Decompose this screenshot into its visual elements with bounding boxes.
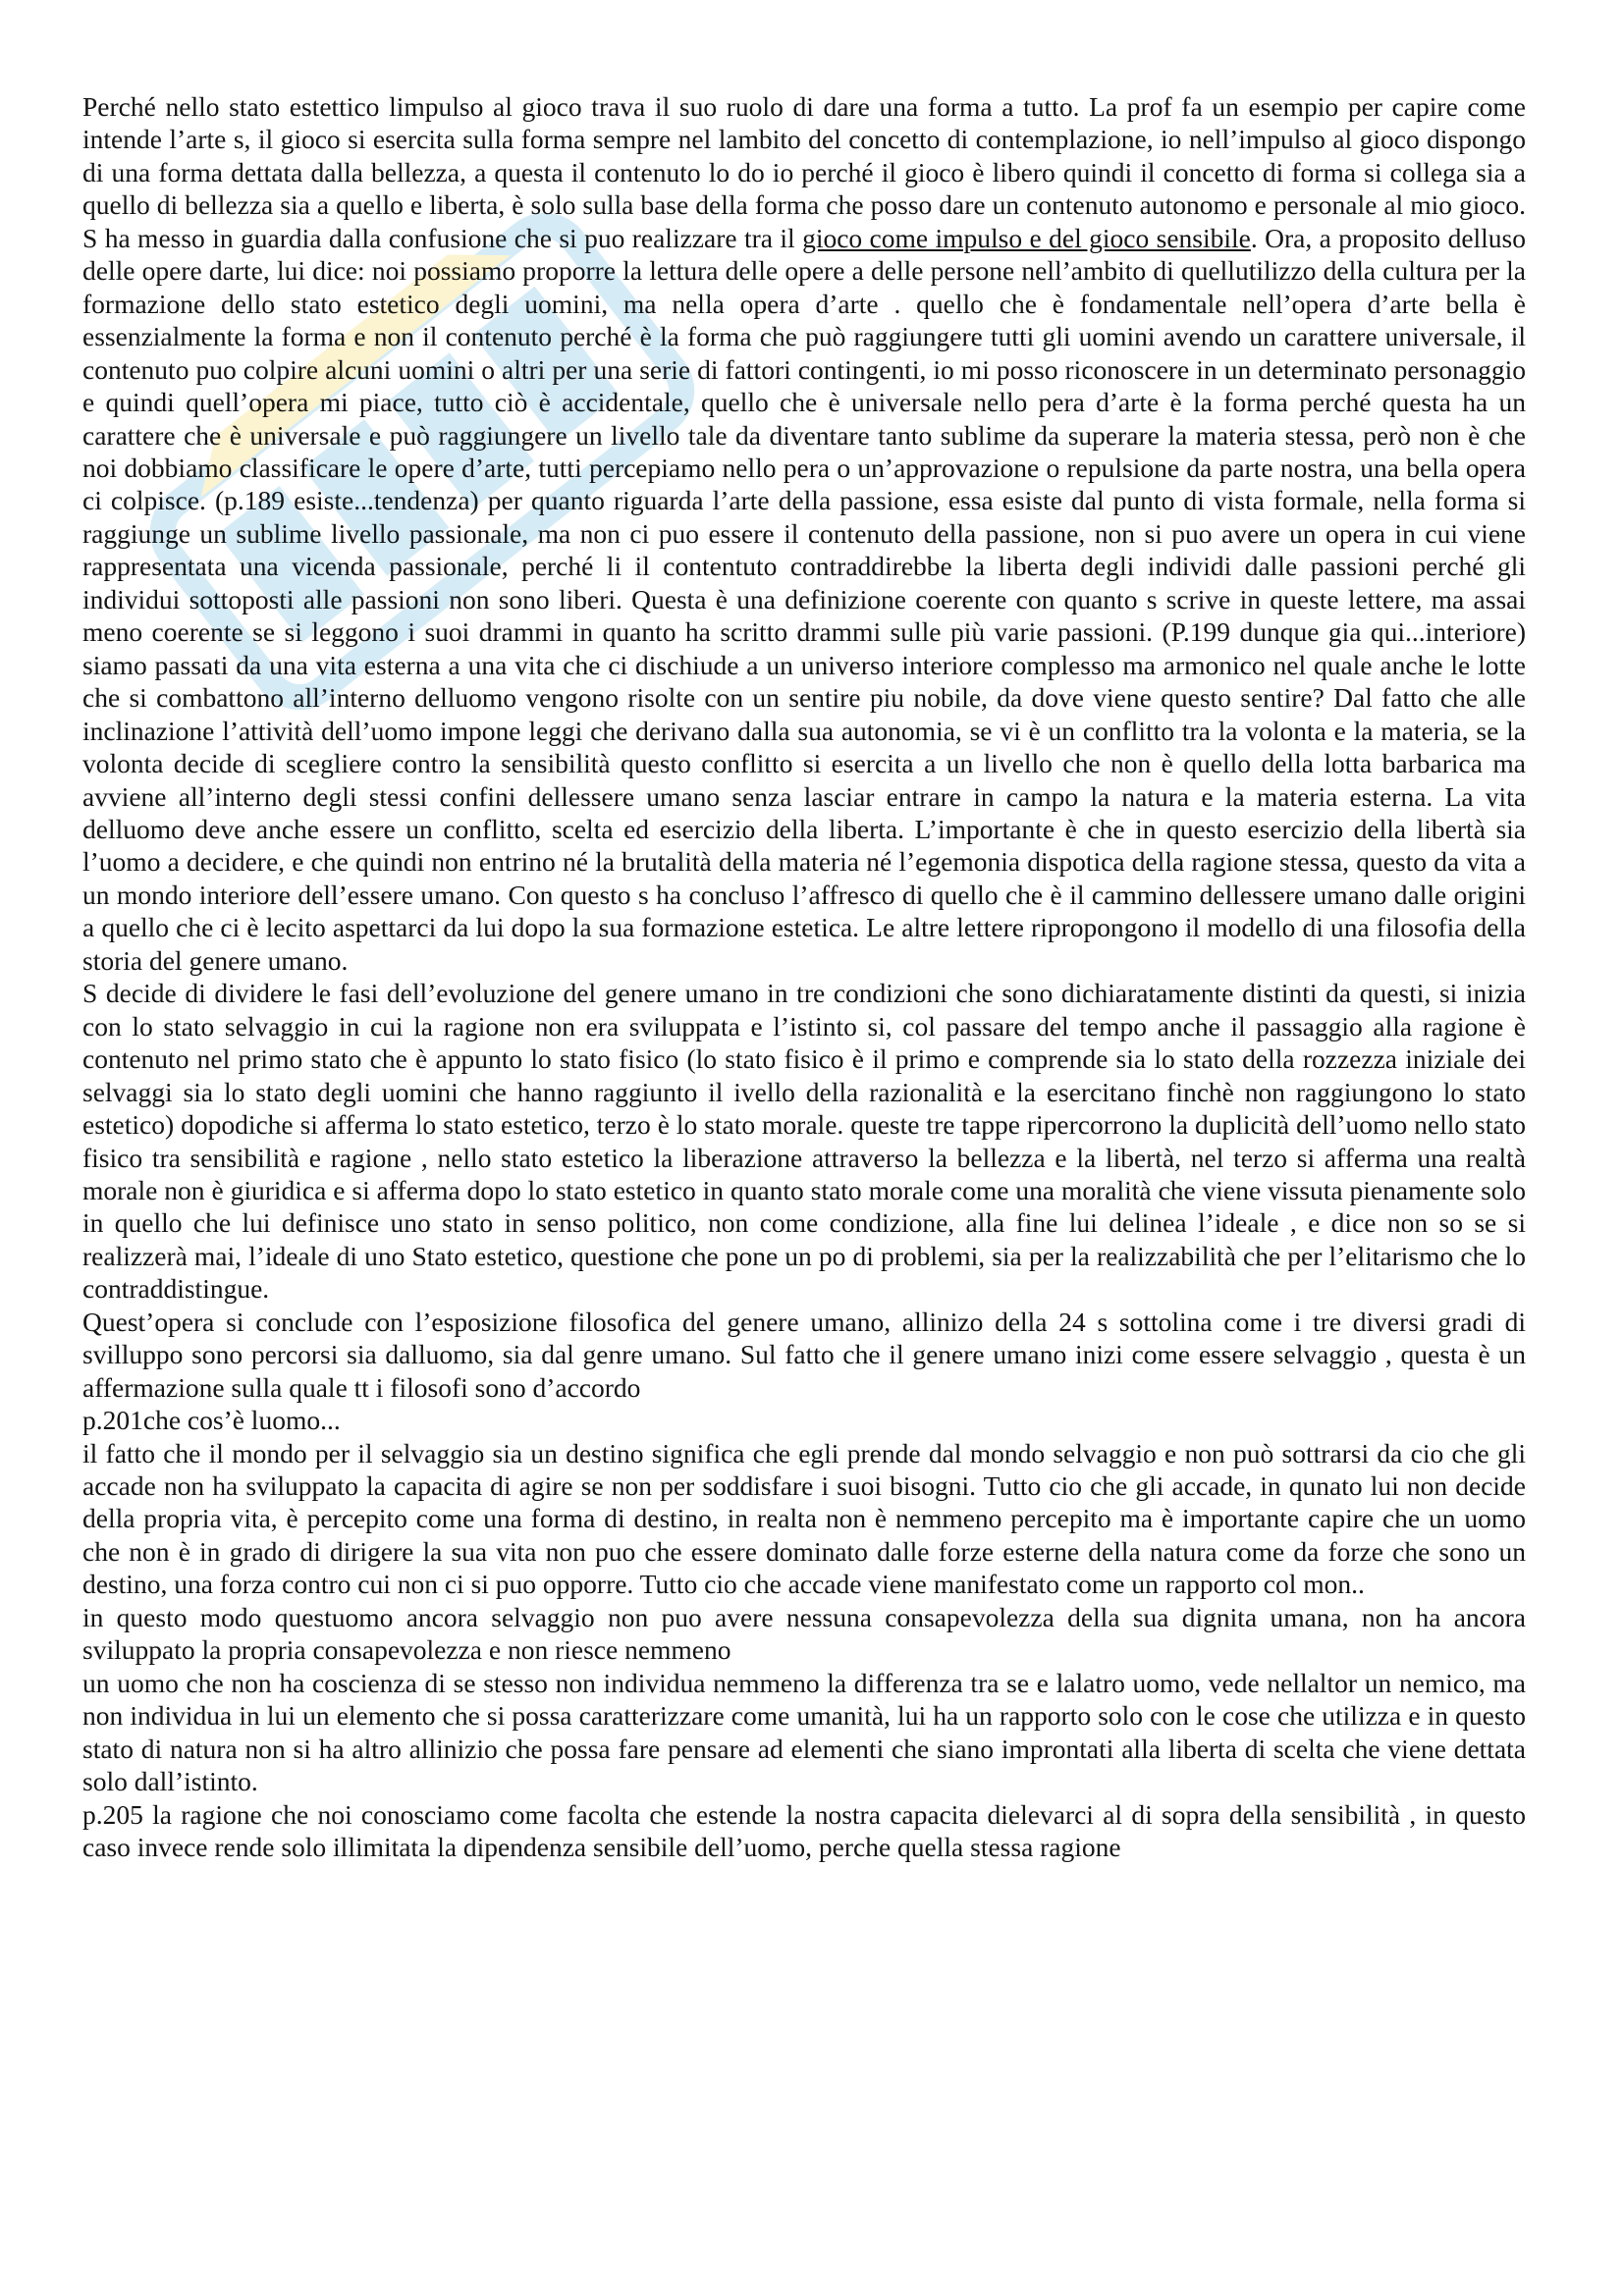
paragraph-8: p.205 la ragione che noi conosciamo come facolta che estende la nostra capacita dielevarci al di sopra della sensibilità , in questo caso invece rende solo illimitata la dipendenza sensibile dell’uomo, perche quella stessa ragione — [82, 1798, 1526, 1863]
paragraph-1-text-end: . Ora, a proposito delluso delle opere darte, lui dice: noi possiamo proporre la lettura delle opere a delle persone nell’ambito di quellutilizzo della cultura per la formazione dello stato estetico degli uomini, ma nella opera d’arte . quello che è fondamentale nell’opera d’arte bella è essenzialmente la forma e non il contenuto perché è la forma che può raggiungere tutti gli uomini avendo un carattere universale, il contenuto puo colpire alcuni uomini o altri per una serie di fattori contingenti, io mi posso riconoscere in un determinato personaggio e quindi quell’opera mi piace, tutto ciò è accidentale, quello che è universale nello pera d’arte è la forma perché questa ha un carattere che è universale e può raggiungere un livello tale da diventare tanto sublime da superare la materia stessa, però non è che noi dobbiamo classificare le opere d’arte, tutti percepiamo nello pera o un’approvazione o repulsione da parte nostra, una bella opera ci colpisce. (p.189 esiste...tendenza) per quanto riguarda l’arte della passione, essa esiste dal punto di vista formale, nella forma si raggiunge un sublime livello passionale, ma non ci puo essere il contenuto della passione, non si puo avere un opera in cui viene rappresentata una vicenda passionale, perché li il contentuto contraddirebbe la liberta degli individi dalle passioni perché gli individui sottoposti alle passioni non sono liberi. Questa è una definizione coerente con quanto s scrive in queste lettere, ma assai meno coerente se si leggono i suoi drammi in quanto ha scritto drammi sulle più varie passioni. (P.199 dunque gia qui...interiore) siamo passati da una vita esterna a una vita che ci dischiude a un universo interiore complesso ma armonico nel quale anche le lotte che si combattono all’interno delluomo vengono risolte con un sentire piu nobile, da dove viene questo sentire? Dal fatto che alle inclinazione l’attività dell’uomo impone leggi che derivano dalla sua autonomia, se vi è un conflitto tra la volonta e la materia, se la volonta decide di scegliere contro la sensibilità questo conflitto si esercita a un livello che non è quello della lotta barbarica ma avviene all’interno degli stessi confini dellessere umano senza lasciar entrare in campo la natura e la materia esterna. La vita delluomo deve anche essere un conflitto, scelta ed esercizio della liberta. L’importante è che in questo esercizio della libertà sia l’uomo a decidere, e che quindi non entrino né la brutalità della materia né l’egemonia dispotica della ragione stessa, questo da vita a un mondo interiore dell’essere umano. Con questo s ha concluso l’affresco di quello che è il cammino dellessere umano dalle origini a quello che ci è lecito aspettarci da lui dopo la sua formazione estetica. Le altre lettere ripropongono il modello di una filosofia della storia del genere umano. — [82, 222, 1527, 976]
paragraph-2: S decide di dividere le fasi dell’evoluzione del genere umano in tre condizioni che sono dichiaratamente distinti da questi, si inizia con lo stato selvaggio in cui la ragione non era sviluppata e l’istinto si, col passare del tempo anche il passaggio alla ragione è contenuto nel primo stato che è appunto lo stato fisico (lo stato fisico è il primo e comprende sia lo stato della rozzezza iniziale dei selvaggi sia lo stato degli uomini che hanno raggiunto il ivello della razionalità e la esercitano finchè non raggiungono lo stato estetico) dopodiche si afferma lo stato estetico, terzo è lo stato morale. queste tre tappe ripercorrono la duplicità dell’uomo nello stato fisico tra sensibilità e ragione , nello stato estetico la liberazione attraverso la bellezza e la libertà, nel terzo si afferma una realtà morale non è giuridica e si afferma dopo lo stato estetico in quanto stato morale come una moralità che viene vissuta pienamente solo in quello che lui definisce uno stato in senso politico, non come condizione, alla fine lui delinea l’ideale , e dice non so se si realizzerà mai, l’ideale di uno Stato estetico, questione che pone un po di problemi, sia per la realizzabilità che per l’elitarismo che lo contraddistingue. — [82, 978, 1526, 1305]
paragraph-5: il fatto che il mondo per il selvaggio sia un destino significa che egli prende dal mondo selvaggio e non può sottrarsi da cio che gli accade non ha sviluppato la capacita di agire se non per soddisfare i suoi bisogni. Tutto cio che gli accade, in qunato lui non decide della propria vita, è percepito come una forma di destino, in realta non è nemmeno percepito ma è importante capire che un uomo che non è in grado di dirigere la sua vita non puo che essere dominato dalle forze esterne della natura come da forze che sono un destino, una forza contro cui non ci si puo opporre. Tutto cio che accade viene manifestato come un rapporto col mon.. — [82, 1437, 1526, 1600]
document-body — [82, 90, 1526, 1863]
paragraph-1-text-start: Perché nello stato estettico limpulso al gioco trava il suo ruolo di dare una forma a tutto. La prof fa un esempio per capire come intende l’arte s, il gioco si esercita sulla forma sempre nel lambito del concetto di contemplazione, io nell’impulso al gioco dispongo di una forma dettata dalla bellezza, a questa il contenuto lo do io perché il gioco è libero quindi il concetto di forma si collega sia a quello di bellezza sia a quello e liberta, è solo sulla base della forma che posso dare un contenuto autonomo e personale al mio gioco. S ha messo in guardia dalla confusione che si puo realizzare tra il — [82, 91, 1526, 253]
paragraph-1 — [82, 90, 1526, 977]
underlined-phrase: gioco come impulso e del gioco sensibile — [802, 222, 1251, 253]
paragraph-6: in questo modo questuomo ancora selvaggio non puo avere nessuna consapevolezza della sua dignita umana, non ha ancora sviluppato la propria consapevolezza e non riesce nemmeno — [82, 1601, 1526, 1666]
paragraph-3: Quest’opera si conclude con l’esposizione filosofica del genere umano, allinizo della 24 s sottolina come i tre diversi gradi di svilluppo sono percorsi sia dalluomo, sia dal genre umano. Sul fatto che il genere umano inizi come essere selvaggio , questa è un affermazione sulla quale tt i filosofi sono d’accordo — [82, 1306, 1526, 1403]
paragraph-4: p.201che cos’è luomo... — [82, 1405, 341, 1436]
paragraph-7: un uomo che non ha coscienza di se stesso non individua nemmeno la differenza tra se e lalatro uomo, vede nellaltor un nemico, ma non individua in lui un elemento che si possa caratterizzare come umanità, lui ha un rapporto solo con le cose che utilizza e in questo stato di natura non si ha altro allinizio che possa fare pensare ad elementi che siano improntati alla liberta di scelta che viene dettata solo dall’istinto. — [82, 1667, 1526, 1797]
